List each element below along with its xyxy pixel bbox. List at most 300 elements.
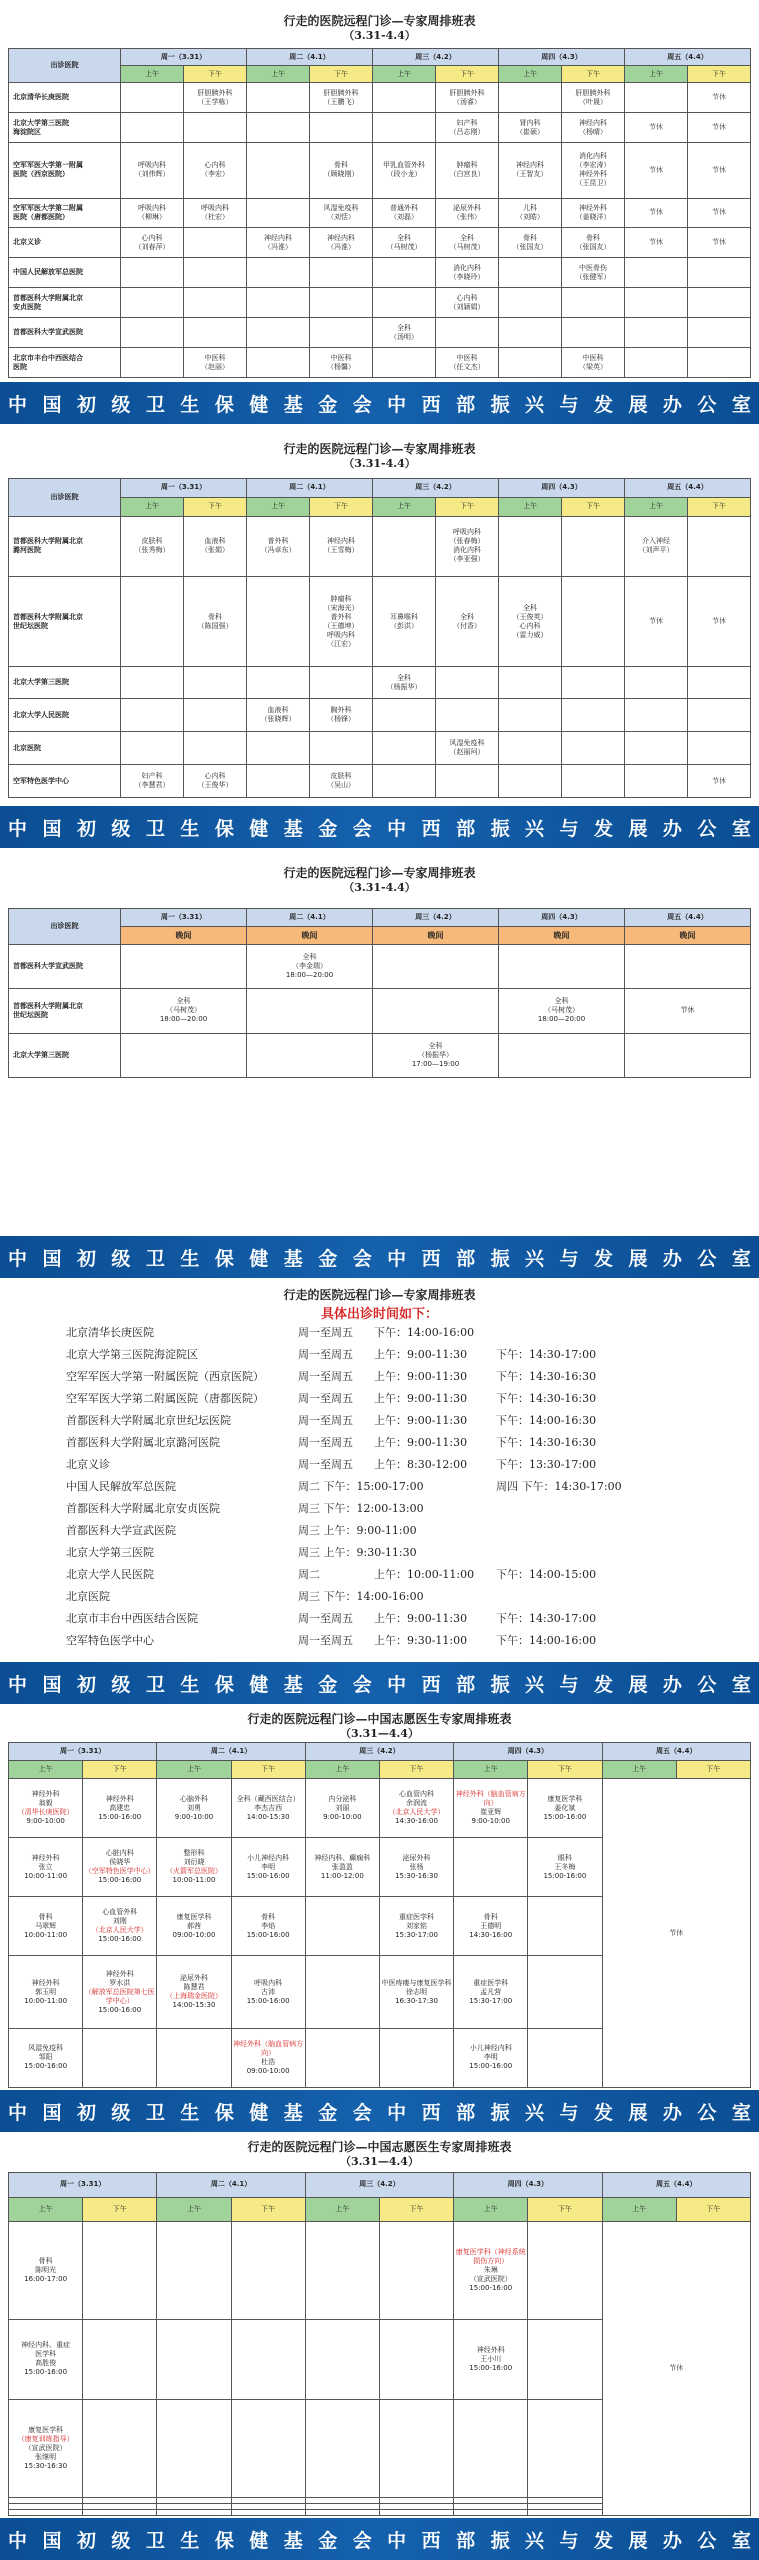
- banner-char: 办: [662, 817, 682, 840]
- banner-char: 西: [421, 2529, 441, 2552]
- banner-char: 与: [559, 2529, 579, 2552]
- schedule-cell: 肝胆胰外科 （王学栋）: [184, 83, 247, 113]
- banner-char: 展: [628, 2529, 648, 2552]
- banner-char: 办: [662, 2529, 682, 2552]
- banner-char: 级: [111, 817, 131, 840]
- schedule-cell: [305, 1897, 379, 1956]
- schedule-cell: [247, 577, 310, 666]
- banner-char: 健: [249, 1247, 269, 1270]
- table-row: [9, 348, 751, 378]
- banner-char: 卫: [145, 2529, 165, 2552]
- am-header: 上午: [499, 497, 562, 516]
- schedule-cell: 风湿免疫科 邹阳 15:00-16:00: [9, 2028, 83, 2087]
- day-header: 周二（4.1）: [247, 909, 373, 927]
- schedule-cell: 中医骨伤 （张健军）: [562, 258, 625, 288]
- banner-char: 生: [180, 393, 200, 416]
- banner-char: 会: [352, 1673, 372, 1696]
- schedule-cell: 节休: [688, 113, 751, 143]
- banner-char: 中: [8, 817, 28, 840]
- table-row: [9, 1033, 751, 1078]
- day-header: 周三（4.2）: [373, 909, 499, 927]
- hospital-column-header: 出诊医院: [9, 49, 121, 83]
- banner-char: 振: [490, 1673, 510, 1696]
- schedule-cell: [625, 765, 688, 798]
- schedule-cell: 皮肤科 （吴山）: [310, 765, 373, 798]
- schedule-cell: 泌尿外科 张杨 15:30-16:30: [379, 1838, 453, 1897]
- schedule-cell: 消化内科 （李晓玲）: [436, 258, 499, 288]
- table-row: [9, 142, 751, 198]
- schedule-cell: [436, 318, 499, 348]
- banner-char: 基: [283, 2529, 303, 2552]
- banner-char: 公: [697, 393, 717, 416]
- schedule-cell: 全科 （马树茂） 18:00—20:00: [499, 989, 625, 1033]
- banner-char: 保: [214, 1247, 234, 1270]
- banner-char: 兴: [525, 817, 545, 840]
- schedule-cell: 甲乳血管外科 （段小龙）: [373, 142, 436, 198]
- banner-char: 初: [76, 1673, 96, 1696]
- schedule-cell: [499, 732, 562, 765]
- schedule-cell: [688, 666, 751, 699]
- day-header: 周五（4.4）: [625, 479, 751, 498]
- banner-char: 部: [456, 2529, 476, 2552]
- pm-header: 下午: [83, 2197, 157, 2222]
- schedule-cell: 眼科 王冬梅 15:00-16:00: [528, 1838, 602, 1897]
- banner-char: 初: [76, 817, 96, 840]
- schedule-cell: [247, 113, 310, 143]
- day-header: 周二（4.1）: [157, 2173, 305, 2198]
- banner-char: 金: [318, 2101, 338, 2124]
- schedule-cell: [625, 348, 688, 378]
- schedule-cell: 心脏内科 侯晓华 （空军特色医学中心） 15:00-16:00: [83, 1838, 157, 1897]
- am-header: 上午: [247, 497, 310, 516]
- schedule-cell: 全科 （马树茂）: [373, 228, 436, 258]
- schedule-cell: [379, 2028, 453, 2087]
- hospital-name: 首都医科大学宣武医院: [9, 318, 121, 348]
- schedule-cell: 节休: [625, 228, 688, 258]
- foundation-banner: [0, 806, 759, 848]
- hours-days: 周一至周五: [298, 1414, 353, 1427]
- schedule-sheet-5: [0, 1704, 759, 2088]
- day-header: 周四（4.3）: [499, 49, 625, 66]
- schedule-cell: [305, 2320, 379, 2400]
- hospital-name: 首都医科大学附属北京 世纪坛医院: [9, 989, 121, 1033]
- banner-char: 金: [318, 393, 338, 416]
- schedule-cell: [454, 2509, 528, 2515]
- banner-char: 生: [180, 1673, 200, 1696]
- schedule-cell: [83, 2509, 157, 2515]
- pm-header: 下午: [562, 497, 625, 516]
- banner-char: 保: [214, 2101, 234, 2124]
- banner-char: 兴: [525, 1673, 545, 1696]
- sheet-title: 行走的医院远程门诊—中国志愿医生专家周排班表: [247, 1712, 512, 1726]
- foundation-banner: [0, 2518, 759, 2560]
- schedule-cell: [688, 288, 751, 318]
- banner-char: 部: [456, 2101, 476, 2124]
- banner-char: 兴: [525, 393, 545, 416]
- hours-pm: 下午：14:30-16:30: [496, 1392, 597, 1405]
- schedule-cell: [121, 699, 184, 732]
- schedule-cell: 中医科 （赵丽）: [184, 348, 247, 378]
- day-header: 周五（4.4）: [625, 49, 751, 66]
- schedule-cell: 节休: [688, 83, 751, 113]
- hospital-name: 空军军医大学第二附属 医院（唐都医院）: [9, 198, 121, 228]
- schedule-cell: [121, 1033, 247, 1078]
- banner-char: 健: [249, 2101, 269, 2124]
- schedule-cell: 神经外科 张立 10:00-11:00: [9, 1838, 83, 1897]
- schedule-cell: 中医科 （梁英）: [562, 348, 625, 378]
- hours-hospital: 首都医科大学宣武医院: [66, 1524, 176, 1537]
- hours-hospital: 中国人民解放军总医院: [66, 1480, 176, 1493]
- schedule-cell: 节休: [625, 989, 751, 1033]
- hours-days: 周二 下午：15:00-17:00: [298, 1480, 424, 1493]
- schedule-cell: [625, 732, 688, 765]
- hours-pm: 下午：14:00-15:00: [496, 1568, 597, 1581]
- hospital-name: 北京清华长庚医院: [9, 83, 121, 113]
- pm-header: 下午: [83, 1761, 157, 1779]
- hours-hospital: 首都医科大学附属北京世纪坛医院: [66, 1414, 231, 1427]
- banner-char: 健: [249, 393, 269, 416]
- schedule-cell: 神经外科 翁毅 （清华长庚医院） 9:00-10:00: [9, 1779, 83, 1838]
- hours-days: 周一至周五: [298, 1370, 353, 1383]
- banner-char: 金: [318, 817, 338, 840]
- hours-days: 周一至周五: [298, 1634, 353, 1647]
- banner-char: 级: [111, 1673, 131, 1696]
- evening-header: 晚间: [499, 926, 625, 944]
- banner-char: 级: [111, 2101, 131, 2124]
- hours-hospital: 首都医科大学附属北京安贞医院: [66, 1502, 220, 1515]
- schedule-cell: 节休: [688, 765, 751, 798]
- pm-header: 下午: [436, 66, 499, 83]
- hospital-name: 首都医科大学宣武医院: [9, 944, 121, 988]
- schedule-cell: [121, 944, 247, 988]
- schedule-cell: 骨科 陈明光 16:00-17:00: [9, 2222, 83, 2320]
- schedule-cell: [310, 113, 373, 143]
- schedule-cell: 血液科 （张娟）: [184, 516, 247, 577]
- banner-char: 室: [731, 1673, 751, 1696]
- schedule-cell: [157, 2028, 231, 2087]
- sheet-date: （3.31-4.4）: [343, 29, 416, 42]
- schedule-cell: [184, 258, 247, 288]
- schedule-cell: [373, 944, 499, 988]
- hospital-name: 首都医科大学附属北京 安贞医院: [9, 288, 121, 318]
- schedule-cell: [373, 699, 436, 732]
- banner-char: 室: [731, 1247, 751, 1270]
- schedule-cell: [247, 765, 310, 798]
- schedule-cell: 康复医学科 （康复训练指导） （宣武医院） 张继明 15:30-16:30: [9, 2399, 83, 2497]
- banner-char: 基: [283, 2101, 303, 2124]
- hours-hospital: 北京大学第三医院: [66, 1546, 154, 1559]
- day-header: 周四（4.3）: [499, 909, 625, 927]
- table-row: [9, 577, 751, 666]
- banner-char: 西: [421, 1247, 441, 1270]
- schedule-cell: [184, 113, 247, 143]
- hours-am: 上午：9:00-11:30: [374, 1414, 468, 1427]
- schedule-cell: [499, 765, 562, 798]
- banner-char: 国: [42, 393, 62, 416]
- hours-pm: 周四 下午：14:30-17:00: [496, 1480, 622, 1493]
- table-row: [9, 228, 751, 258]
- schedule-cell: [562, 732, 625, 765]
- banner-char: 办: [662, 393, 682, 416]
- schedule-table-1: [8, 48, 751, 378]
- am-header: 上午: [454, 2197, 528, 2222]
- hours-pm: 下午：14:30-17:00: [496, 1348, 597, 1361]
- schedule-sheet-6: [0, 2132, 759, 2518]
- am-header: 上午: [157, 1761, 231, 1779]
- schedule-cell: 介入神经 （刘声平）: [625, 516, 688, 577]
- hospital-name: 北京义诊: [9, 228, 121, 258]
- schedule-cell: 重症医学科 刘家铭 15:30-17:00: [379, 1897, 453, 1956]
- pm-header: 下午: [688, 66, 751, 83]
- schedule-cell: 神经内科、癫痫科 张盈盈 11:00-12:00: [305, 1838, 379, 1897]
- banner-char: 保: [214, 817, 234, 840]
- schedule-cell: [373, 765, 436, 798]
- schedule-cell: 全科 （马树茂） 18:00—20:00: [121, 989, 247, 1033]
- schedule-cell: 心内科 （李宏）: [184, 142, 247, 198]
- banner-char: 国: [42, 1247, 62, 1270]
- schedule-cell: [499, 288, 562, 318]
- schedule-cell: 妇产科 （吕志刚）: [436, 113, 499, 143]
- hours-days: 周一至周五: [298, 1612, 353, 1625]
- schedule-cell: 呼吸内科 （刘伟辉）: [121, 142, 184, 198]
- schedule-cell: 内分泌科 刘丽 9:00-10:00: [305, 1779, 379, 1838]
- day-header: 周五（4.4）: [625, 909, 751, 927]
- am-header: 上午: [247, 66, 310, 83]
- schedule-table-2: [8, 478, 751, 798]
- schedule-cell: 风湿免疫科 （赵丽珂）: [436, 732, 499, 765]
- banner-char: 发: [593, 1673, 613, 1696]
- schedule-cell: [231, 2320, 305, 2400]
- hospital-column-header: 出诊医院: [9, 909, 121, 945]
- schedule-cell: [184, 732, 247, 765]
- schedule-cell: [454, 2399, 528, 2497]
- schedule-table-6: [8, 2172, 751, 2516]
- schedule-cell: [373, 732, 436, 765]
- schedule-cell: [121, 577, 184, 666]
- hours-hospital: 北京义诊: [66, 1458, 110, 1471]
- schedule-cell: [625, 318, 688, 348]
- banner-char: 展: [628, 1673, 648, 1696]
- day-header: 周一（3.31）: [121, 49, 247, 66]
- banner-char: 初: [76, 393, 96, 416]
- hours-hospital: 北京医院: [66, 1590, 110, 1603]
- banner-char: 与: [559, 393, 579, 416]
- schedule-cell: [305, 2222, 379, 2320]
- schedule-cell: [247, 989, 373, 1033]
- banner-char: 发: [593, 2529, 613, 2552]
- schedule-cell: 心内科 （刘颖娟）: [436, 288, 499, 318]
- banner-char: 部: [456, 1247, 476, 1270]
- hours-am: 下午：14:00-16:00: [374, 1326, 475, 1339]
- hours-pm: 下午：14:30-16:30: [496, 1436, 597, 1449]
- schedule-cell: 血液科 （张晓辉）: [247, 699, 310, 732]
- schedule-cell: [184, 699, 247, 732]
- banner-char: 办: [662, 2101, 682, 2124]
- schedule-cell: 皮肤科 （张秀梅）: [121, 516, 184, 577]
- schedule-cell: 节休: [625, 142, 688, 198]
- schedule-sheet-3: [0, 848, 759, 1232]
- banner-char: 振: [490, 2101, 510, 2124]
- am-header: 上午: [373, 66, 436, 83]
- schedule-cell: 节休: [688, 142, 751, 198]
- banner-char: 基: [283, 1673, 303, 1696]
- hospital-name: 空军军医大学第一附属 医院（西京医院）: [9, 142, 121, 198]
- banner-char: 初: [76, 1247, 96, 1270]
- day-header: 周四（4.3）: [454, 1743, 602, 1761]
- schedule-cell: 骨科 （陈国强）: [184, 577, 247, 666]
- schedule-cell: [499, 1033, 625, 1078]
- banner-char: 兴: [525, 2529, 545, 2552]
- schedule-cell: 肿瘤科 （白宫良）: [436, 142, 499, 198]
- schedule-cell: [499, 944, 625, 988]
- schedule-cell: [310, 666, 373, 699]
- schedule-cell: [121, 83, 184, 113]
- pm-header: 下午: [528, 2197, 602, 2222]
- banner-char: 部: [456, 393, 476, 416]
- day-header: 周三（4.2）: [305, 1743, 453, 1761]
- day-header: 周一（3.31）: [121, 479, 247, 498]
- schedule-table-3: [8, 908, 751, 1078]
- banner-char: 发: [593, 817, 613, 840]
- schedule-cell: 肝胆胰外科 （汤睿）: [436, 83, 499, 113]
- schedule-cell: 神经外科 罗水洪 （解放军总医院第七医学中心） 15:00-16:00: [83, 1956, 157, 2029]
- pm-header: 下午: [310, 66, 373, 83]
- hours-am: 上午：9:00-11:30: [374, 1348, 468, 1361]
- schedule-cell: 中医科 （任文杰）: [436, 348, 499, 378]
- sheet-date: （3.31-4.4）: [343, 457, 416, 470]
- banner-char: 中: [387, 393, 407, 416]
- banner-char: 发: [593, 1247, 613, 1270]
- day-header: 周一（3.31）: [121, 909, 247, 927]
- banner-char: 公: [697, 1673, 717, 1696]
- schedule-cell: [247, 288, 310, 318]
- schedule-cell: [305, 2399, 379, 2497]
- banner-char: 国: [42, 2529, 62, 2552]
- hours-am: 上午：9:00-11:30: [374, 1370, 468, 1383]
- am-header: 上午: [305, 2197, 379, 2222]
- schedule-cell: 全科 （杨振华） 17:00—19:00: [373, 1033, 499, 1078]
- day-header: 周一（3.31）: [9, 1743, 157, 1761]
- day-header: 周五（4.4）: [602, 1743, 751, 1761]
- am-header: 上午: [602, 1761, 676, 1779]
- schedule-cell: [373, 83, 436, 113]
- sheet-date: （3.31-4.4）: [343, 881, 416, 894]
- banner-char: 保: [214, 1673, 234, 1696]
- schedule-cell: [379, 2320, 453, 2400]
- schedule-cell: [625, 699, 688, 732]
- pm-header: 下午: [231, 1761, 305, 1779]
- hours-hospital: 首都医科大学附属北京潞河医院: [66, 1436, 220, 1449]
- am-header: 上午: [625, 66, 688, 83]
- banner-char: 兴: [525, 2101, 545, 2124]
- hospital-name: 北京市丰台中西医结合 医院: [9, 348, 121, 378]
- schedule-cell: [625, 666, 688, 699]
- table-row: [9, 2222, 751, 2320]
- schedule-cell: 神经内科 （王智友）: [499, 142, 562, 198]
- schedule-cell: 康复医学科（神经系统损伤方向） 朱琳 （宣武医院） 15:00-16:00: [454, 2222, 528, 2320]
- hospital-name: 北京大学第三医院: [9, 1033, 121, 1078]
- hours-am: 上午：9:00-11:30: [374, 1436, 468, 1449]
- schedule-cell: [373, 113, 436, 143]
- hours-subtitle: 具体出诊时间如下：: [320, 1307, 438, 1322]
- banner-char: 会: [352, 817, 372, 840]
- table-row: [9, 198, 751, 228]
- schedule-cell: [562, 577, 625, 666]
- banner-char: 中: [8, 1247, 28, 1270]
- hours-days: 周二: [298, 1568, 320, 1581]
- clinic-hours-sheet: [0, 1282, 759, 1662]
- schedule-cell: [247, 348, 310, 378]
- schedule-cell: 全科 （李金瑞） 18:00—20:00: [247, 944, 373, 988]
- hours-hospital: 北京清华长庚医院: [66, 1326, 154, 1339]
- banner-char: 中: [8, 2529, 28, 2552]
- schedule-cell: 节休: [688, 228, 751, 258]
- day-header: 周三（4.2）: [305, 2173, 453, 2198]
- schedule-cell: 泌尿外科 （张伟）: [436, 198, 499, 228]
- am-header: 上午: [305, 1761, 379, 1779]
- schedule-cell: 普外科 （冯卓东）: [247, 516, 310, 577]
- schedule-cell: 全科（藏西医结合） 李杰吉西 14:00-15:30: [231, 1779, 305, 1838]
- am-header: 上午: [454, 1761, 528, 1779]
- schedule-cell: 全科 （杨振华）: [373, 666, 436, 699]
- schedule-cell: [499, 348, 562, 378]
- banner-char: 室: [731, 817, 751, 840]
- table-row: [9, 699, 751, 732]
- hospital-name: 北京大学第三医院 海淀院区: [9, 113, 121, 143]
- hours-am: 上午：8:30-12:00: [374, 1458, 468, 1471]
- hours-pm: 下午：14:00-16:00: [496, 1634, 597, 1647]
- banner-char: 卫: [145, 1673, 165, 1696]
- sheet-title: 行走的医院远程门诊—专家周排班表: [283, 866, 476, 880]
- schedule-cell: 泌尿外科 陈慧君 （上海瑞金医院） 14:00-15:30: [157, 1956, 231, 2029]
- am-header: 上午: [499, 66, 562, 83]
- schedule-cell: [562, 288, 625, 318]
- am-header: 上午: [625, 497, 688, 516]
- schedule-cell: [231, 2509, 305, 2515]
- banner-char: 室: [731, 393, 751, 416]
- evening-header: 晚间: [247, 926, 373, 944]
- schedule-cell: 神经内科 （冯淮）: [247, 228, 310, 258]
- schedule-cell: [373, 989, 499, 1033]
- banner-char: 与: [559, 817, 579, 840]
- banner-char: 中: [387, 2101, 407, 2124]
- banner-char: 中: [387, 817, 407, 840]
- hours-hospital: 空军军医大学第一附属医院（西京医院）: [66, 1370, 264, 1383]
- banner-char: 公: [697, 1247, 717, 1270]
- banner-char: 生: [180, 1247, 200, 1270]
- banner-char: 健: [249, 817, 269, 840]
- schedule-cell: 神经内科、重症 医学科 高胜俊 15:00-16:00: [9, 2320, 83, 2400]
- hours-am: 上午：10:00-11:00: [374, 1568, 475, 1581]
- day-header: 周四（4.3）: [454, 2173, 602, 2198]
- schedule-cell: [373, 348, 436, 378]
- pm-header: 下午: [184, 497, 247, 516]
- schedule-cell: [528, 2509, 602, 2515]
- am-header: 上午: [9, 2197, 83, 2222]
- schedule-cell: [528, 2222, 602, 2320]
- schedule-cell: [562, 765, 625, 798]
- schedule-cell: 康复医学科 郝茜 09:00-10:00: [157, 1897, 231, 1956]
- schedule-cell: [499, 318, 562, 348]
- pm-header: 下午: [676, 1761, 750, 1779]
- schedule-cell: [247, 142, 310, 198]
- table-row: [9, 989, 751, 1033]
- banner-char: 初: [76, 2529, 96, 2552]
- schedule-cell: [499, 258, 562, 288]
- am-header: 上午: [373, 497, 436, 516]
- table-row: [9, 288, 751, 318]
- schedule-cell: [310, 318, 373, 348]
